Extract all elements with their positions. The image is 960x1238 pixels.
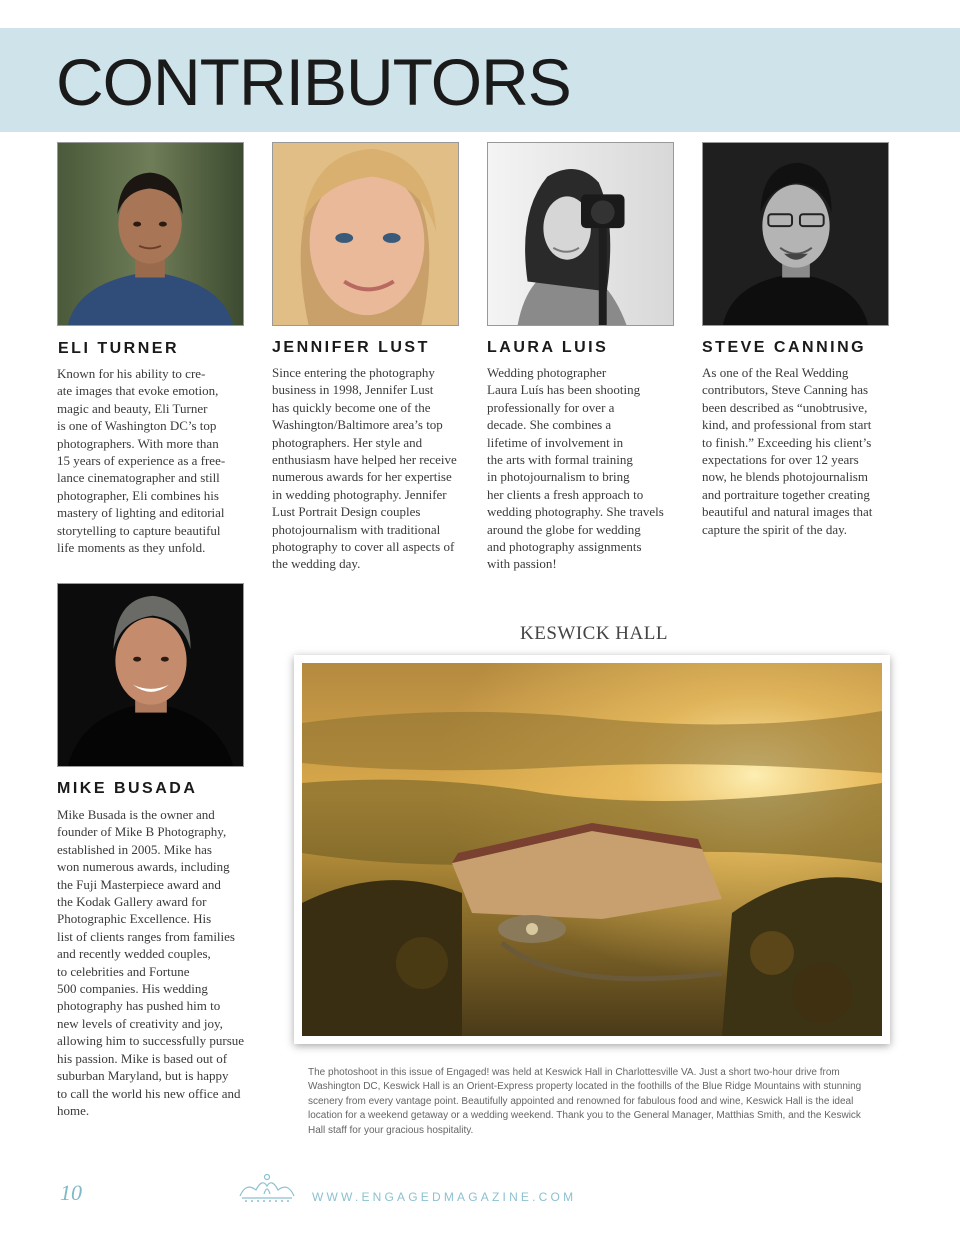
mike-busada-name: MIKE BUSADA — [57, 780, 198, 797]
bio-line: founder of Mike B Photography, — [57, 824, 227, 840]
bio-line: the arts with formal training — [487, 452, 633, 468]
bio-line: Mike Busada is the owner and — [57, 807, 215, 822]
bio-line: photographer, Eli combines his — [57, 487, 219, 503]
bio-line: As one of the Real Wedding — [702, 365, 849, 380]
bio-line: photographers. With more than — [57, 435, 219, 451]
bio-line: professionally for over a — [487, 399, 615, 415]
bio-line: business in 1998, Jennifer Lust — [272, 382, 434, 398]
bio-line: Washington/Baltimore area’s top — [272, 417, 443, 433]
bio-line: Lust Portrait Design couples — [272, 504, 421, 520]
caption-line: Hall staff for your gracious hospitality. — [308, 1124, 474, 1136]
bio-line: Known for his ability to cre- — [57, 366, 206, 381]
bio-line: lifetime of involvement in — [487, 434, 624, 450]
bio-line: lance cinematographer and still — [57, 470, 220, 486]
mike-busada-bio — [57, 806, 257, 1119]
steve-canning-photo — [702, 142, 889, 326]
bio-line: 500 companies. His wedding — [57, 981, 208, 997]
bio-line: is one of Washington DC’s top — [57, 418, 217, 434]
jennifer-lust-name: JENNIFER LUST — [272, 339, 430, 356]
bio-line: with passion! — [487, 556, 557, 572]
bio-line: ate images that evoke emotion, — [57, 383, 219, 399]
bio-line: photographers. Her style and — [272, 434, 423, 450]
page-number: 10 — [60, 1180, 82, 1205]
bio-line: Laura Luís has been shooting — [487, 382, 641, 398]
keswick-hall-title: KESWICK HALL — [520, 623, 668, 644]
website-url[interactable]: WWW.ENGAGEDMAGAZINE.COM — [312, 1190, 577, 1204]
bio-line: photography to cover all aspects of — [272, 539, 455, 555]
bio-line: the Kodak Gallery award for — [57, 894, 207, 910]
bio-line: beautiful and natural images that — [702, 504, 873, 520]
bio-line: to finish.” Exceeding his client’s — [702, 434, 872, 450]
bio-line: and recently wedded couples, — [57, 946, 211, 962]
bio-line: new levels of creativity and joy, — [57, 1015, 223, 1031]
bio-line: kind, and professional from start — [702, 417, 872, 433]
bio-line: won numerous awards, including — [57, 859, 230, 875]
bio-line: mastery of lighting and editorial — [57, 505, 225, 521]
bio-line: home. — [57, 1102, 90, 1118]
bio-line: the wedding day. — [272, 556, 361, 572]
caption-line: Washington DC, Keswick Hall is an Orient-Express property located in the foothills of the Blue Ridge Mountains with stunning — [308, 1081, 862, 1093]
laura-luis-bio — [487, 364, 687, 573]
steve-canning-bio — [702, 364, 902, 538]
bio-line: the Fuji Masterpiece award and — [57, 876, 221, 892]
bio-line: photography has pushed him to — [57, 998, 221, 1014]
page-title: CONTRIBUTORS — [56, 45, 571, 119]
bio-line: Wedding photographer — [487, 365, 607, 380]
bio-line: allowing him to successfully pursue — [57, 1033, 245, 1049]
bio-line: her clients a fresh approach to — [487, 486, 644, 502]
bio-line: and photography assignments — [487, 539, 642, 555]
bio-line: enthusiasm have helped her receive — [272, 452, 457, 468]
bio-line: storytelling to capture beautiful — [57, 522, 221, 538]
keswick-hall-photo — [302, 663, 882, 1036]
bio-line: wedding photography. She travels — [487, 504, 664, 520]
bio-line: been described as “unobtrusive, — [702, 399, 868, 415]
bio-line: magic and beauty, Eli Turner — [57, 400, 208, 416]
bio-line: numerous awards for her expertise — [272, 469, 452, 485]
caption-line: The photoshoot in this issue of Engaged! was held at Keswick Hall in Charlottesville VA. Just a short two-hour drive from — [308, 1067, 840, 1078]
crown-logo-icon — [236, 1172, 298, 1204]
bio-line: suburban Maryland, but is happy — [57, 1068, 229, 1084]
bio-line: and portraiture together creating — [702, 486, 870, 502]
bio-line: in wedding photography. Jennifer — [272, 486, 447, 502]
caption-line: scenery from every vantage point. Beautifully appointed and renowned for fabulous food and wine, Keswick Hall is the ideal — [308, 1095, 854, 1107]
laura-luis-name: LAURA LUIS — [487, 339, 609, 356]
bio-line: around the globe for wedding — [487, 521, 641, 537]
steve-canning-name: STEVE CANNING — [702, 339, 867, 356]
bio-line: capture the spirit of the day. — [702, 521, 847, 537]
bio-line: Since entering the photography — [272, 365, 435, 380]
bio-line: decade. She combines a — [487, 417, 612, 433]
jennifer-lust-photo — [272, 142, 459, 326]
caption-line: location for a weekend getaway or a wedding weekend. Thank you to the General Manager, Matthias Smith, and the Keswick — [308, 1110, 861, 1122]
bio-line: now, he blends photojournalism — [702, 469, 868, 485]
keswick-hall-photo-frame — [294, 655, 890, 1044]
bio-line: contributors, Steve Canning has — [702, 382, 869, 398]
bio-line: to call the world his new office and — [57, 1085, 241, 1101]
bio-line: to celebrities and Fortune — [57, 963, 190, 979]
bio-line: Photographic Excellence. His — [57, 911, 212, 927]
bio-line: photojournalism with traditional — [272, 521, 441, 537]
laura-luis-photo — [487, 142, 674, 326]
bio-line: 15 years of experience as a free- — [57, 453, 226, 469]
bio-line: expectations for over 12 years — [702, 452, 859, 468]
bio-line: in photojournalism to bring — [487, 469, 630, 485]
eli-turner-bio — [57, 365, 247, 556]
bio-line: his passion. Mike is based out of — [57, 1050, 228, 1066]
eli-turner-photo — [57, 142, 244, 326]
eli-turner-name: ELI TURNER — [58, 340, 179, 357]
keswick-hall-caption — [308, 1066, 868, 1138]
jennifer-lust-bio — [272, 364, 472, 573]
bio-line: established in 2005. Mike has — [57, 841, 212, 857]
bio-line: list of clients ranges from families — [57, 928, 235, 944]
bio-line: life moments as they unfold. — [57, 540, 206, 556]
mike-busada-photo — [57, 583, 244, 767]
bio-line: has quickly become one of the — [272, 399, 431, 415]
